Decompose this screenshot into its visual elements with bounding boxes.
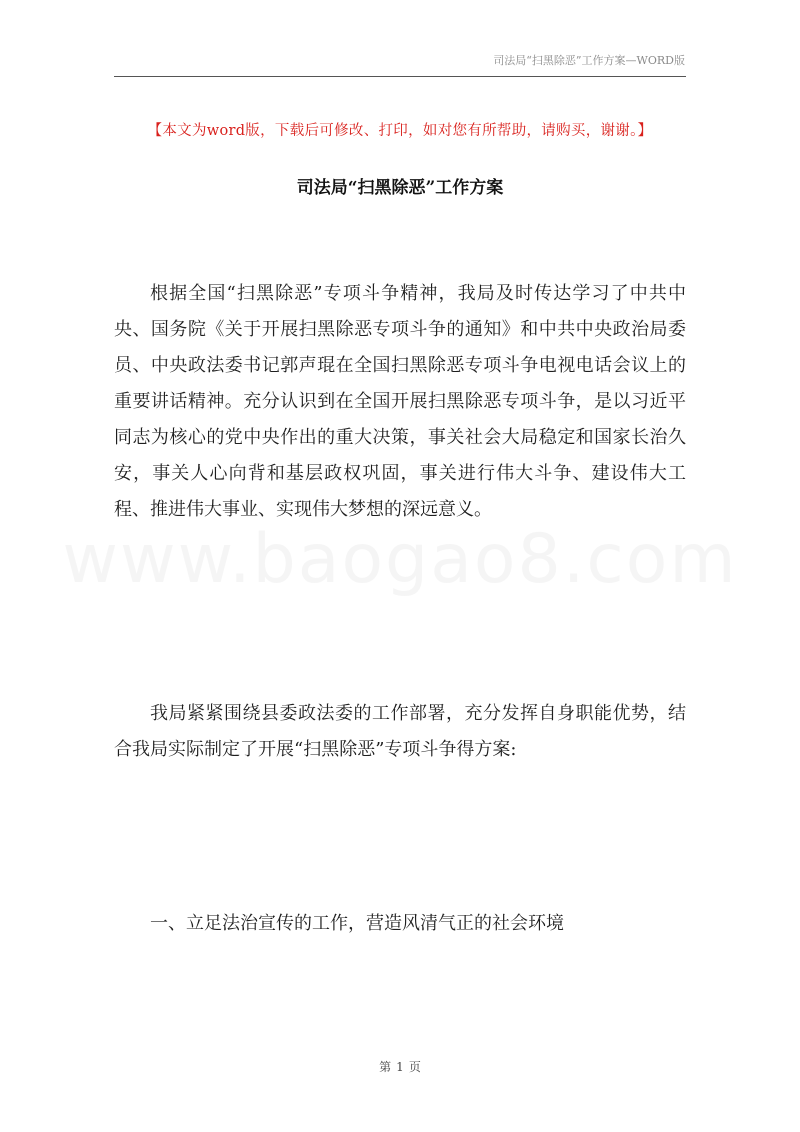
page-number: 1	[396, 1060, 404, 1074]
section-heading: 一、立足法治宣传的工作，营造风清气正的社会环境	[150, 913, 564, 934]
header-divider	[114, 76, 686, 77]
document-title: 司法局“扫黑除恶”工作方案	[296, 178, 504, 198]
purchase-notice: 【本文为word版，下载后可修改、打印，如对您有所帮助，请购买，谢谢。】	[147, 123, 653, 139]
page-footer	[0, 1058, 800, 1075]
body-paragraph: 根据全国“扫黑除恶”专项斗争精神，我局及时传达学习了中共中央、国务院《关于开展扫黑除恶专项斗争的通知》和中共中央政治局委员、中央政法委书记郭声琨在全国扫黑除恶专项斗争电视电话会议上的重要讲话精神。充分认识到在全国开展扫黑除恶专项斗争，是以习近平同志为核心的党中央作出的重大决策，事关社会大局稳定和国家长治久安，事关人心向背和基层政权巩固，事关进行伟大斗争、建设伟大工程、推进伟大事业、实现伟大梦想的深远意义。	[114, 283, 686, 520]
running-header: 司法局“扫黑除恶”工作方案—WORD版	[493, 54, 685, 67]
page-suffix: 页	[408, 1060, 421, 1074]
watermark: www.baogao8.com	[62, 520, 738, 599]
page-prefix: 第	[379, 1060, 392, 1074]
body-paragraph: 我局紧紧围绕县委政法委的工作部署，充分发挥自身职能优势，结合我局实际制定了开展“扫黑除恶”专项斗争得方案:	[114, 703, 686, 760]
